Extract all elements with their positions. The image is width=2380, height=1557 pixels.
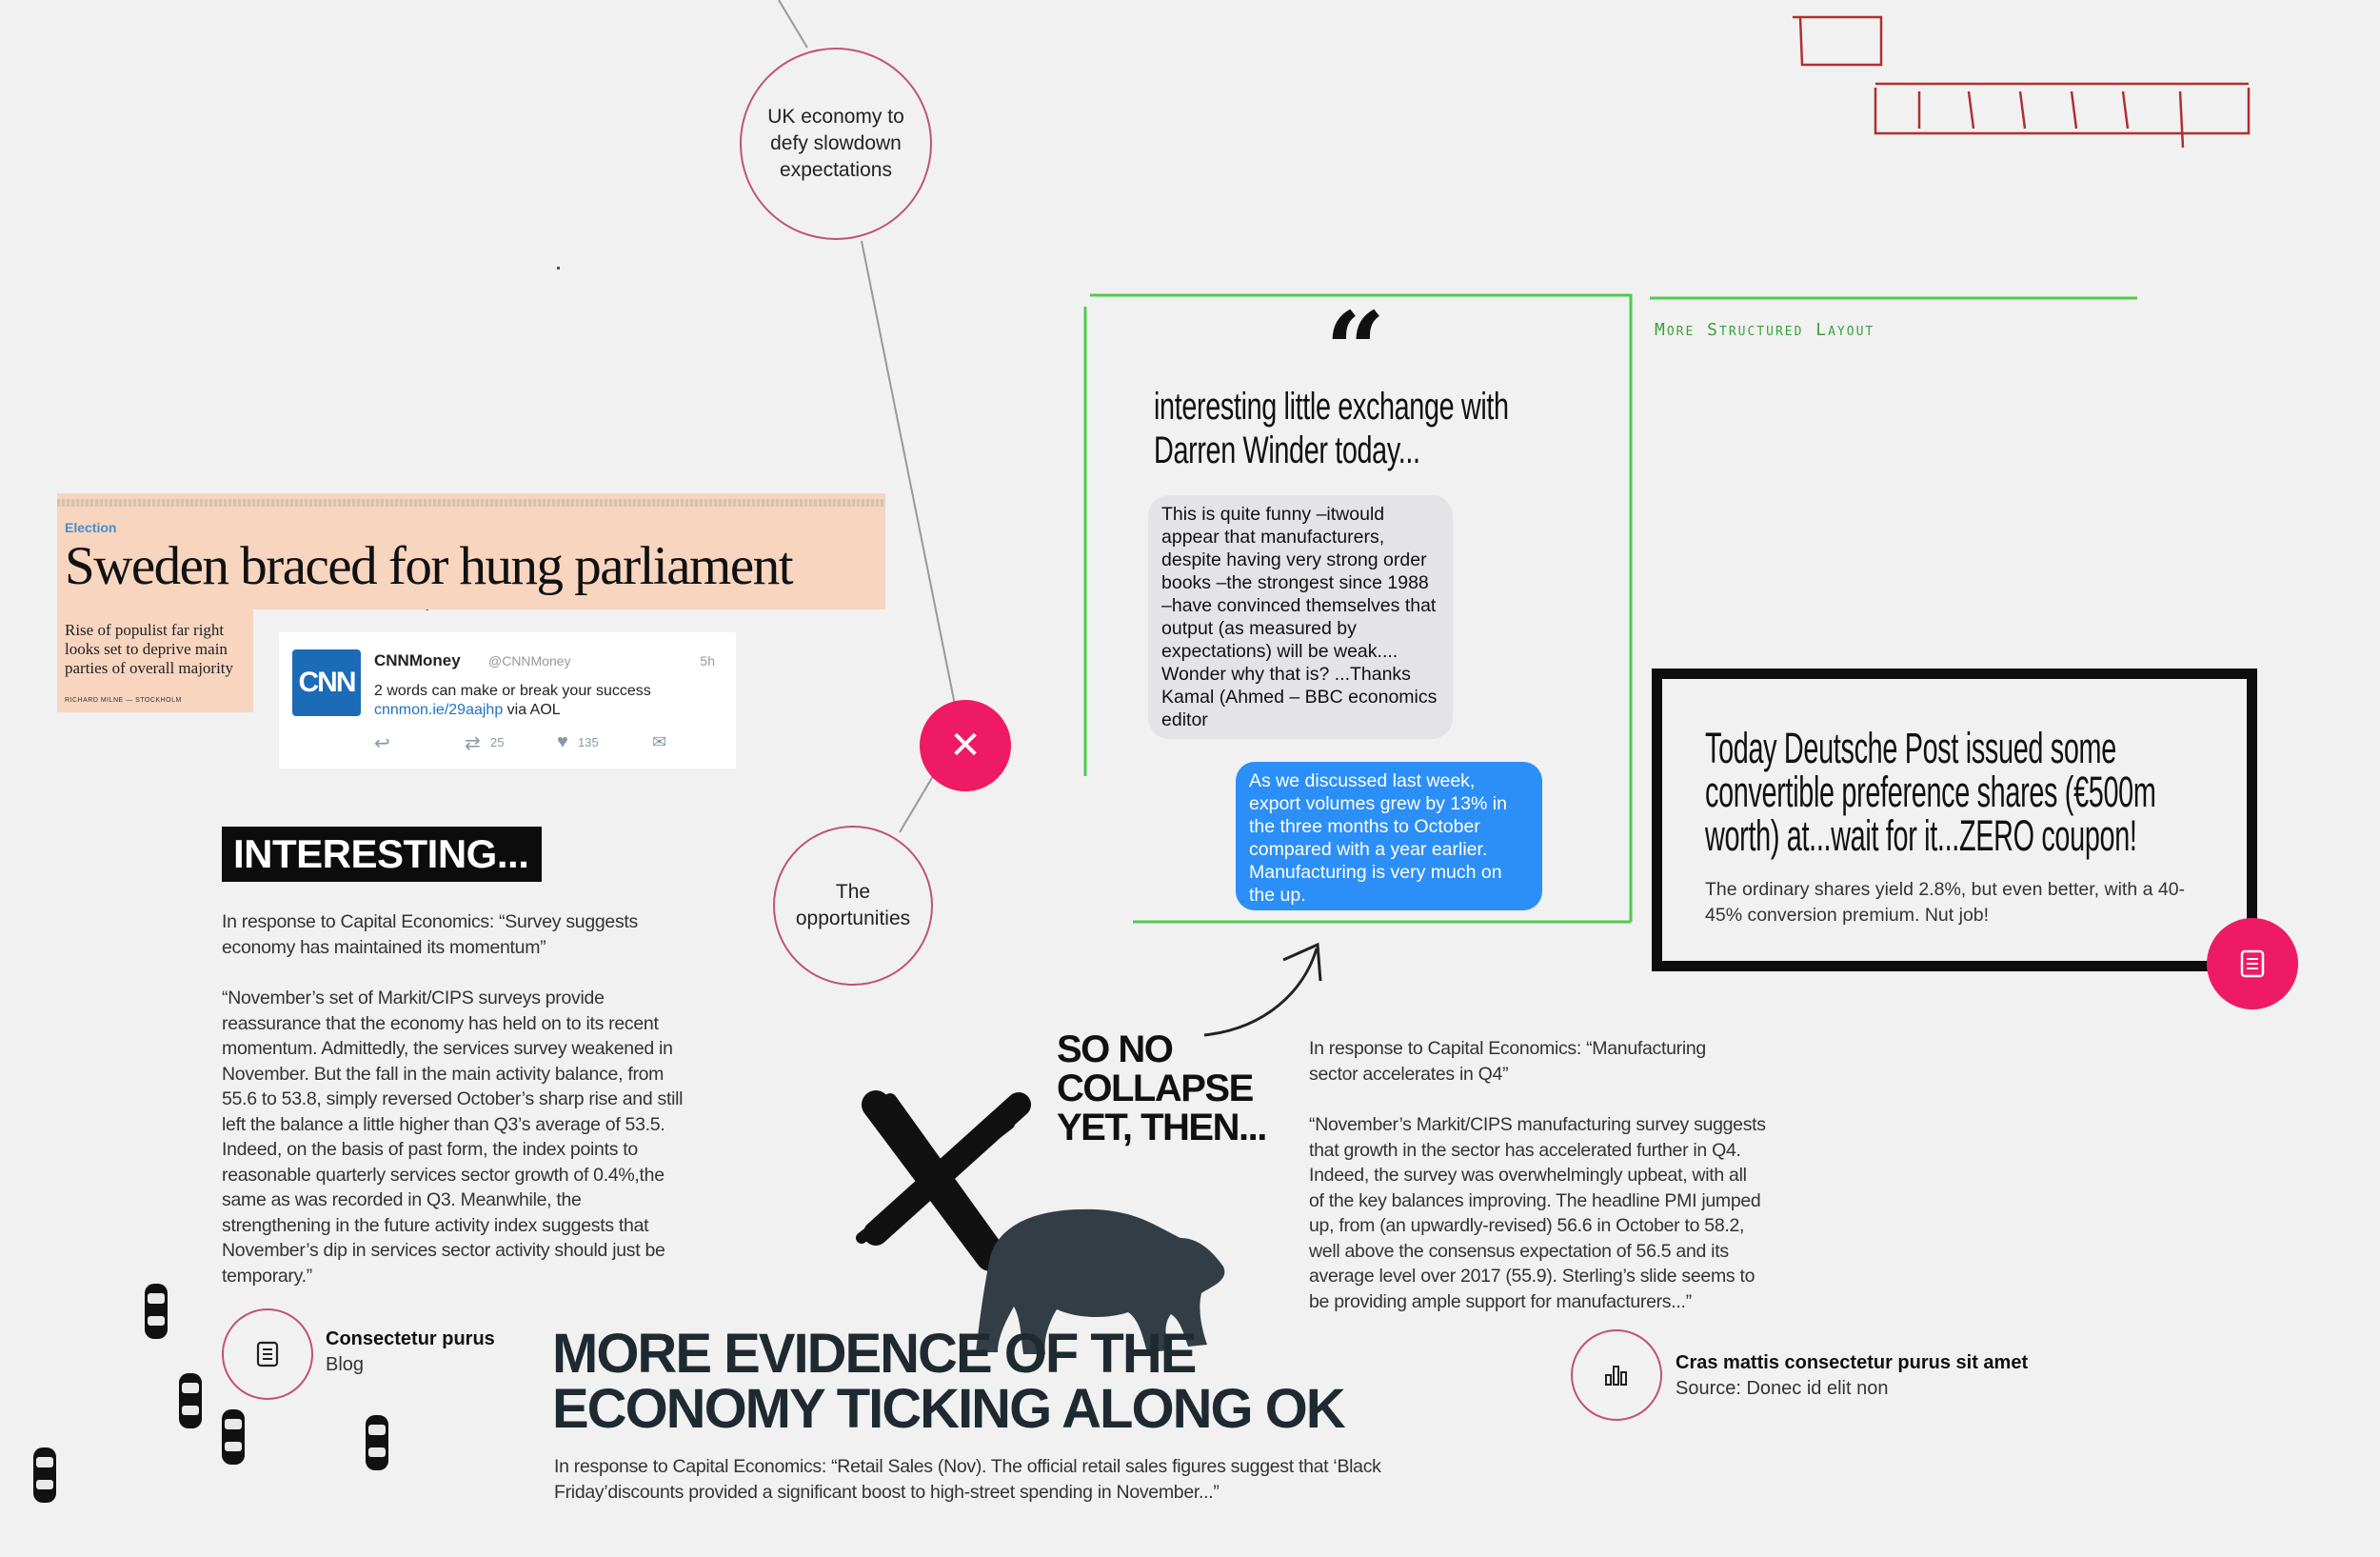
standfirst: Rise of populist far right looks set to deprive main parties of overall majority — [65, 621, 234, 677]
car-icon — [179, 1373, 202, 1428]
chart-node[interactable] — [1571, 1329, 1662, 1421]
message-icon[interactable]: ✉ — [652, 732, 667, 751]
cross-mark — [862, 1100, 1019, 1257]
connector-line — [900, 771, 936, 832]
interesting-banner: INTERESTING... — [222, 827, 542, 882]
card-title: Today Deutsche Post issued some convertible preference shares (€500m worth) at...wait for it...ZERO coupon! — [1705, 724, 2156, 860]
car-icon — [145, 1284, 168, 1339]
node-label: UK economy to defy slowdown expectations — [767, 106, 904, 181]
quote-mark: “ — [1325, 289, 1386, 411]
retweet-icon[interactable]: ⇄ — [465, 733, 481, 754]
received-message-bubble: This is quite funny –itwould appear that manufacturers, despite having very strong order books –the strongest since 1988 –have convinced themselves that output (as measured by expectations) will be weak.... Wonder why that is? ...Thanks Kamal (Ahmed – BBC economics editor — [1148, 495, 1453, 739]
like-count: 135 — [578, 735, 599, 749]
heading-line: YET, THEN... — [1057, 1107, 1266, 1148]
connector-line — [779, 0, 807, 48]
stray-dot — [557, 267, 560, 269]
headline: Sweden braced for hung parliament — [65, 536, 793, 596]
section-tag: Election — [65, 520, 117, 535]
heading-line: MORE EVIDENCE OF THE — [552, 1323, 1196, 1385]
close-icon: ✕ — [949, 725, 982, 767]
document-icon — [256, 1341, 279, 1367]
heading-line: ECONOMY TICKING ALONG OK — [552, 1378, 1344, 1440]
bar-chart-icon — [1603, 1364, 1630, 1387]
retweet-count: 25 — [490, 735, 505, 749]
avatar: CNN — [292, 649, 361, 716]
document-icon — [2240, 949, 2265, 978]
hub-close-button[interactable] — [920, 700, 1011, 791]
tweet-via: via AOL — [503, 702, 561, 718]
chart-subtitle: Source: Donec id elit non — [1676, 1378, 1889, 1399]
message-card-title — [1154, 385, 1509, 472]
tweet-card[interactable] — [279, 632, 736, 769]
byline: RICHARD MILNE — STOCKHOLM — [65, 697, 182, 704]
chart-title: Cras mattis consectetur purus sit amet — [1676, 1352, 2029, 1373]
car-icon — [222, 1409, 245, 1465]
sketch-box — [1793, 17, 1881, 65]
heading-line: SO NO — [1057, 1028, 1173, 1070]
tweet-time: 5h — [700, 653, 715, 669]
tweet-handle: @CNNMoney — [488, 653, 571, 669]
tweet-text — [374, 682, 651, 720]
masthead-rule — [57, 499, 885, 507]
handwritten-note: More Structured Layout — [1655, 320, 1875, 340]
tweet-body: 2 words can make or break your success — [374, 683, 651, 699]
interesting-quote: “November’s set of Markit/CIPS surveys provide reassurance that the economy has held on to its recent momentum. Admittedly, the services survey weakened in November. But the fall in the main activity balance, from 55.6 to 53.8, simply reversed October’s sharp rise and still left the balance a little higher than Q3’s average of 53.5. Indeed, on the basis of past form, the index points to reasonable quarterly services sector growth of 0.4%,the same as was recorded in Q3. Meanwhile, the strengthening in the future activity index suggests that November’s dip in services sector activity should just be temporary.” — [222, 988, 684, 1287]
car-icon — [33, 1447, 56, 1503]
tweet-link[interactable]: cnnmon.ie/29aajhp — [374, 702, 504, 718]
blog-subtitle: Blog — [326, 1354, 365, 1375]
manufacturing-quote: “November’s Markit/CIPS manufacturing survey suggests that growth in the sector has accelerated further in Q4. Indeed, the survey was overwhelmingly upbeat, with all of the key balances improving. The headline PMI jumped up, from (an upwardly-revised) 56.6 in October to 58.2, well above the consensus expectation of 56.5 and its average level over 2017 (55.9). Sterling’s slide seems to be providing ample support for manufacturers...” — [1309, 1114, 1766, 1312]
title-line: interesting little exchange with — [1154, 386, 1509, 428]
interesting-intro: In response to Capital Economics: “Survey suggests economy has maintained its momentum” — [222, 911, 638, 958]
blog-node[interactable] — [222, 1308, 313, 1400]
car-icon — [366, 1415, 388, 1470]
more-evidence-heading — [552, 1323, 1344, 1440]
like-icon[interactable]: ♥ — [557, 731, 568, 752]
heading-line: COLLAPSE — [1057, 1068, 1253, 1109]
ft-standfirst-clipping[interactable] — [57, 609, 253, 712]
ft-headline-clipping[interactable] — [57, 493, 885, 609]
sketch-table — [1875, 84, 2249, 148]
reply-icon[interactable]: ↩ — [374, 733, 390, 754]
connector-line — [862, 241, 955, 705]
node-label: The opportunities — [795, 881, 911, 929]
node-opportunities[interactable] — [773, 826, 933, 986]
node-uk-economy[interactable] — [740, 48, 932, 240]
so-no-collapse-heading — [1057, 1030, 1266, 1148]
title-line: Darren Winder today... — [1154, 429, 1420, 471]
deutsche-post-card[interactable] — [1652, 669, 2257, 971]
more-evidence-body: In response to Capital Economics: “Retail Sales (Nov). The official retail sales figures suggest that ‘Black Friday’discounts provided a significant boost to high-street spending in November...” — [554, 1456, 1381, 1503]
document-button[interactable] — [2207, 918, 2298, 1009]
manufacturing-intro: In response to Capital Economics: “Manufacturing sector accelerates in Q4” — [1309, 1038, 1706, 1085]
blog-title: Consectetur purus — [326, 1328, 495, 1349]
card-body: The ordinary shares yield 2.8%, but even better, with a 40-45% conversion premium. Nut job! — [1705, 879, 2186, 926]
arrow-sketch — [1204, 945, 1320, 1035]
tweet-author: CNNMoney — [374, 651, 461, 669]
sent-message-bubble: As we discussed last week, export volumes grew by 13% in the three months to October compared with a year earlier. Manufacturing is very much on the up. — [1236, 762, 1542, 910]
